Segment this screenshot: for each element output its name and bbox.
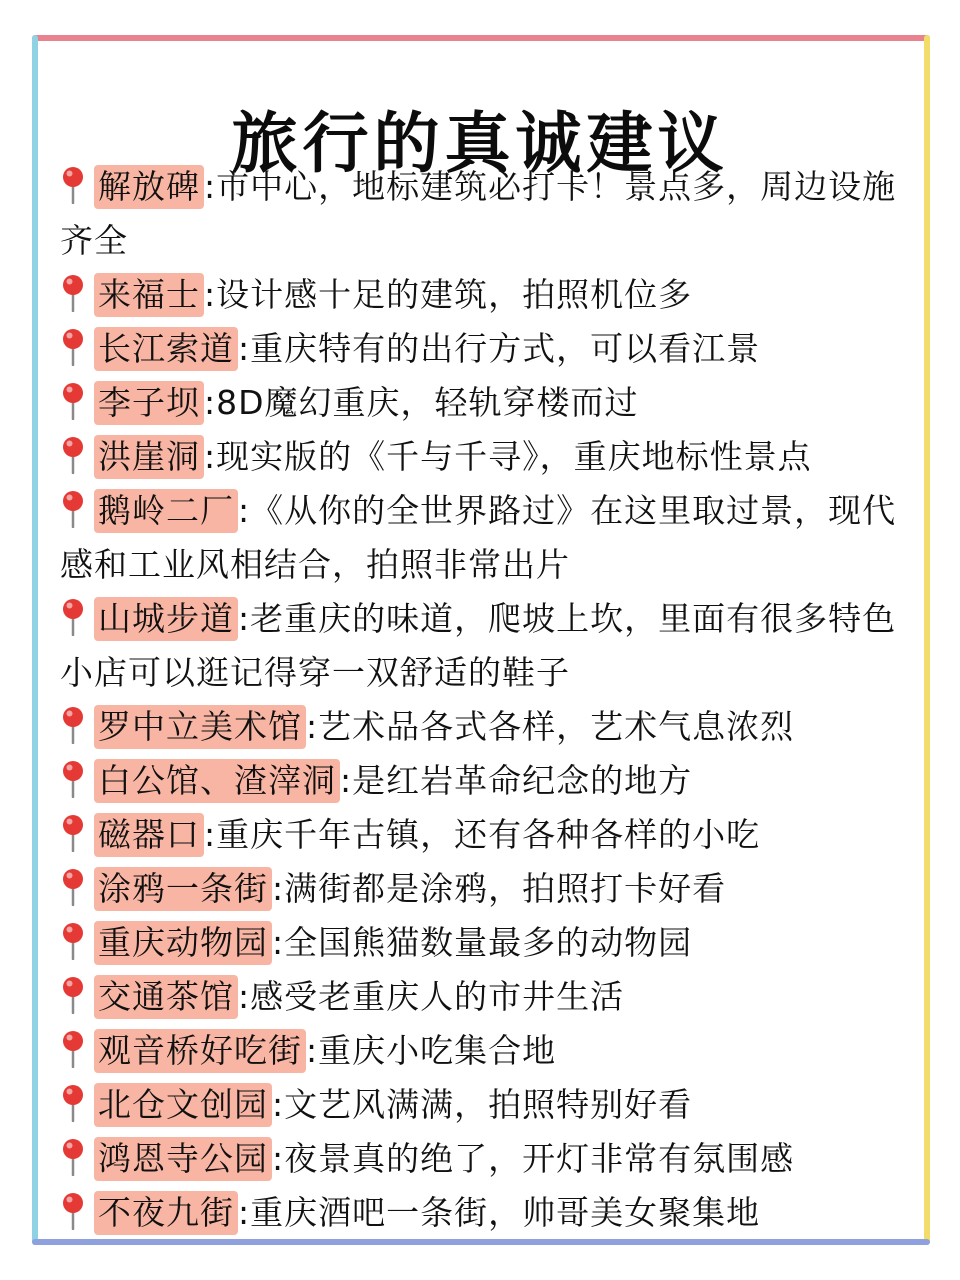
place-name: 涂鸦一条街 (94, 867, 272, 911)
pushpin-icon (60, 760, 86, 798)
list-item: 磁器口 :重庆千年古镇，还有各种各样的小吃 (60, 808, 915, 862)
place-name: 洪崖洞 (94, 435, 204, 479)
frame-left-border (32, 35, 38, 1245)
list-item: 罗中立美术馆 :艺术品各式各样，艺术气息浓烈 (60, 700, 915, 754)
pushpin-icon (60, 382, 86, 420)
pushpin-icon (60, 706, 86, 744)
place-description: 市中心，地标建筑必打卡！景点多，周边设施齐全 (60, 167, 897, 260)
pushpin-icon (60, 976, 86, 1014)
place-description: 《从你的全世界路过》在这里取过景，现代感和工业风相结合，拍照非常出片 (60, 491, 897, 584)
place-description: 现实版的《千与千寻》，重庆地标性景点 (216, 437, 812, 476)
pushpin-icon (60, 868, 86, 906)
place-description: 重庆特有的出行方式，可以看江景 (250, 329, 761, 368)
pushpin-icon (60, 922, 86, 960)
list-item: 来福士 :设计感十足的建筑，拍照机位多 (60, 268, 915, 322)
place-description: 夜景真的绝了，开灯非常有氛围感 (284, 1139, 795, 1178)
pushpin-icon (60, 274, 86, 312)
list-item: 解放碑 :市中心，地标建筑必打卡！景点多，周边设施齐全 (60, 167, 897, 260)
place-name: 磁器口 (94, 813, 204, 857)
place-name: 解放碑 (94, 165, 204, 209)
list-item: 鸿恩寺公园 :夜景真的绝了，开灯非常有氛围感 (60, 1132, 915, 1186)
list-item: 长江索道 :重庆特有的出行方式，可以看江景 (60, 322, 915, 376)
place-description: 重庆小吃集合地 (318, 1031, 557, 1070)
place-name: 罗中立美术馆 (94, 705, 306, 749)
tips-list (60, 160, 915, 1240)
place-description: 艺术品各式各样，艺术气息浓烈 (318, 707, 795, 746)
place-name: 山城步道 (94, 597, 238, 641)
place-description: 全国熊猫数量最多的动物园 (284, 923, 693, 962)
place-name: 北仓文创园 (94, 1083, 272, 1127)
place-name: 来福士 (94, 273, 204, 317)
list-item: 鹅岭二厂 :《从你的全世界路过》在这里取过景，现代感和工业风相结合，拍照非常出片 (60, 491, 897, 584)
pushpin-icon (60, 1192, 86, 1230)
place-name: 交通茶馆 (94, 975, 238, 1019)
pushpin-icon (60, 166, 86, 204)
pushpin-icon (60, 814, 86, 852)
place-description: 感受老重庆人的市井生活 (250, 977, 625, 1016)
place-description: 设计感十足的建筑，拍照机位多 (216, 275, 693, 314)
list-item: 不夜九街 :重庆酒吧一条街，帅哥美女聚集地 (60, 1186, 915, 1240)
place-description: 8D魔幻重庆，轻轨穿楼而过 (216, 383, 639, 422)
place-name: 重庆动物园 (94, 921, 272, 965)
list-item: 李子坝 :8D魔幻重庆，轻轨穿楼而过 (60, 376, 915, 430)
pushpin-icon (60, 436, 86, 474)
place-name: 观音桥好吃街 (94, 1029, 306, 1073)
list-item: 北仓文创园 :文艺风满满，拍照特别好看 (60, 1078, 915, 1132)
place-name: 不夜九街 (94, 1191, 238, 1235)
place-name: 白公馆、渣滓洞 (94, 759, 340, 803)
page-title: 旅行的真诚建议 (231, 105, 729, 183)
list-item: 交通茶馆 :感受老重庆人的市井生活 (60, 970, 915, 1024)
list-item: 洪崖洞 :现实版的《千与千寻》，重庆地标性景点 (60, 430, 915, 484)
list-item: 观音桥好吃街 :重庆小吃集合地 (60, 1024, 915, 1078)
place-description: 文艺风满满，拍照特别好看 (284, 1085, 693, 1124)
pushpin-icon (60, 490, 86, 528)
pushpin-icon (60, 1084, 86, 1122)
place-description: 满街都是涂鸦，拍照打卡好看 (284, 869, 727, 908)
list-item: 重庆动物园 :全国熊猫数量最多的动物园 (60, 916, 915, 970)
list-item: 白公馆、渣滓洞 :是红岩革命纪念的地方 (60, 754, 915, 808)
place-description: 老重庆的味道，爬坡上坎，里面有很多特色小店可以逛记得穿一双舒适的鞋子 (60, 599, 897, 692)
place-description: 是红岩革命纪念的地方 (352, 761, 693, 800)
pushpin-icon (60, 1138, 86, 1176)
place-name: 李子坝 (94, 381, 204, 425)
place-name: 鹅岭二厂 (94, 489, 238, 533)
frame-top-border (32, 35, 930, 41)
pushpin-icon (60, 1030, 86, 1068)
place-description: 重庆千年古镇，还有各种各样的小吃 (216, 815, 761, 854)
place-name: 长江索道 (94, 327, 238, 371)
place-name: 鸿恩寺公园 (94, 1137, 272, 1181)
pushpin-icon (60, 598, 86, 636)
place-description: 重庆酒吧一条街，帅哥美女聚集地 (250, 1193, 761, 1232)
pushpin-icon (60, 328, 86, 366)
list-item: 山城步道 :老重庆的味道，爬坡上坎，里面有很多特色小店可以逛记得穿一双舒适的鞋子 (60, 599, 897, 692)
frame-right-border (924, 35, 930, 1245)
list-item: 涂鸦一条街 :满街都是涂鸦，拍照打卡好看 (60, 862, 915, 916)
